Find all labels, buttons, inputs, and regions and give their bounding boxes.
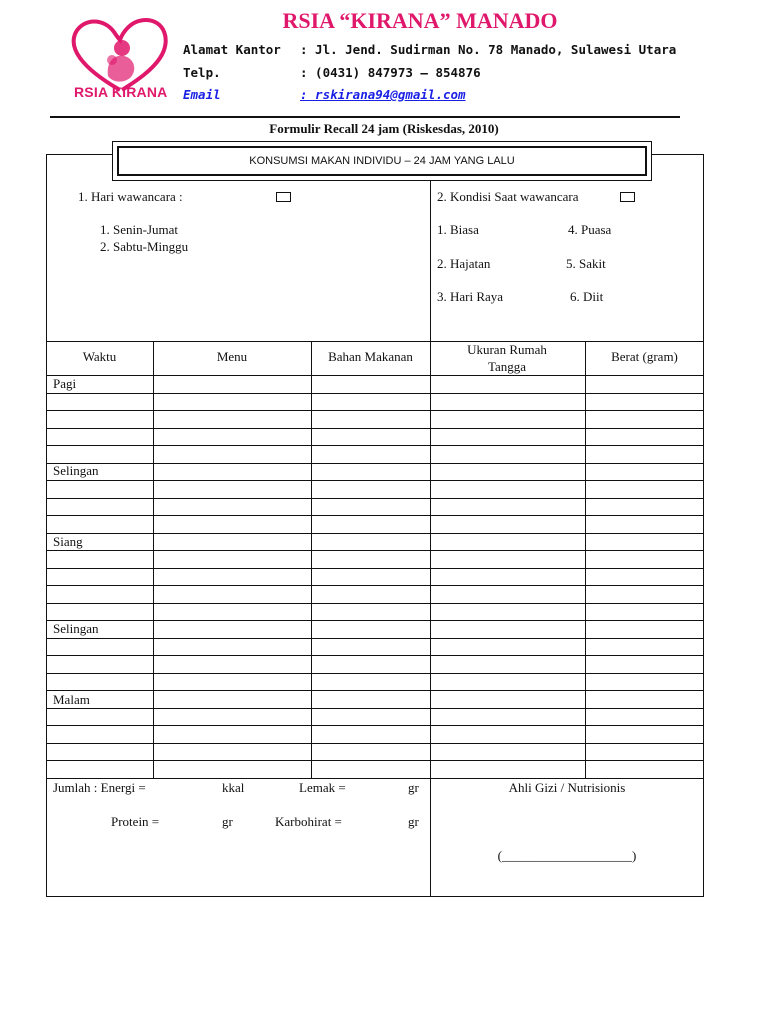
col-header-waktu: Waktu [82,349,117,364]
phone-value: : (0431) 847973 – 854876 [300,65,481,80]
condition-option-hajatan: 2. Hajatan [437,256,491,271]
table-row-line [46,778,704,779]
ahli-gizi-label: Ahli Gizi / Nutrisionis [508,780,626,795]
logo-text: RSIA KIRANA [74,84,168,100]
header-divider [50,116,680,118]
phone-label: Telp. [183,65,221,80]
email-value[interactable]: : rskirana94@gmail.com [300,87,466,102]
table-row-line [46,375,704,376]
table-row-line [46,603,704,604]
address-label: Alamat Kantor [183,42,281,57]
email-row [183,87,466,102]
energi-unit: kkal [222,780,245,795]
table-row-line [46,498,704,499]
condition-checkbox[interactable] [620,192,635,202]
condition-option-puasa: 4. Puasa [568,222,612,237]
table-row-line [46,673,704,674]
section-label-malam: Malam [53,692,90,707]
table-row-line [46,585,704,586]
section-divider [430,181,431,341]
energi-label: Jumlah : Energi = [53,780,146,795]
interview-condition-label: 2. Kondisi Saat wawancara [437,189,579,204]
table-row-line [46,533,704,534]
section-label-selingan-1: Selingan [53,463,99,478]
karbohirat-label: Karbohirat = [275,814,342,829]
form-title-box [112,141,652,181]
table-row-line [46,620,704,621]
table-column-line [585,341,586,778]
protein-unit: gr [222,814,233,829]
table-row-line [46,341,704,342]
email-label: Email [183,87,221,102]
organization-title: RSIA “KIRANA” MANADO [282,8,558,33]
table-row-line [46,638,704,639]
table-row-line [46,410,704,411]
table-column-line [153,341,154,778]
condition-option-hari-raya: 3. Hari Raya [437,289,504,304]
table-column-line [430,341,431,778]
table-row-line [46,515,704,516]
col-header-menu: Menu [216,349,248,364]
signature-line: (____________________) [497,848,637,863]
table-row-line [46,463,704,464]
lemak-label: Lemak = [299,780,346,795]
condition-option-sakit: 5. Sakit [566,256,606,271]
section-label-siang: Siang [53,534,83,549]
section-label-selingan-2: Selingan [53,621,99,636]
form-title: Formulir Recall 24 jam (Riskesdas, 2010) [269,121,499,136]
day-option-2: 2. Sabtu-Minggu [100,239,189,254]
table-column-line [311,341,312,778]
table-row-line [46,568,704,569]
table-row-line [46,725,704,726]
lemak-unit: gr [408,780,419,795]
address-row [183,42,676,57]
table-row-line [46,480,704,481]
form-box-title: KONSUMSI MAKAN INDIVIDU – 24 JAM YANG LALU [117,146,647,176]
table-row-line [46,550,704,551]
table-row-line [46,393,704,394]
karbohirat-unit: gr [408,814,419,829]
phone-row [183,65,481,80]
col-header-berat: Berat (gram) [611,349,678,364]
day-checkbox[interactable] [276,192,291,202]
interview-day-label: 1. Hari wawancara : [78,189,183,204]
table-row-line [46,743,704,744]
address-value: : Jl. Jend. Sudirman No. 78 Manado, Sulawesi Utara [300,42,677,57]
protein-label: Protein = [111,814,160,829]
section-label-pagi: Pagi [53,376,77,391]
condition-option-biasa: 1. Biasa [437,222,479,237]
condition-option-diit: 6. Diit [570,289,604,304]
table-row-line [46,655,704,656]
col-header-ukuran-rumah-tangga: Ukuran Rumah Tangga [467,342,547,374]
col-header-bahan-makanan: Bahan Makanan [328,349,413,364]
table-row-line [46,690,704,691]
day-option-1: 1. Senin-Jumat [100,222,178,237]
table-row-line [46,445,704,446]
table-row-line [46,428,704,429]
table-row-line [46,708,704,709]
table-row-line [46,760,704,761]
